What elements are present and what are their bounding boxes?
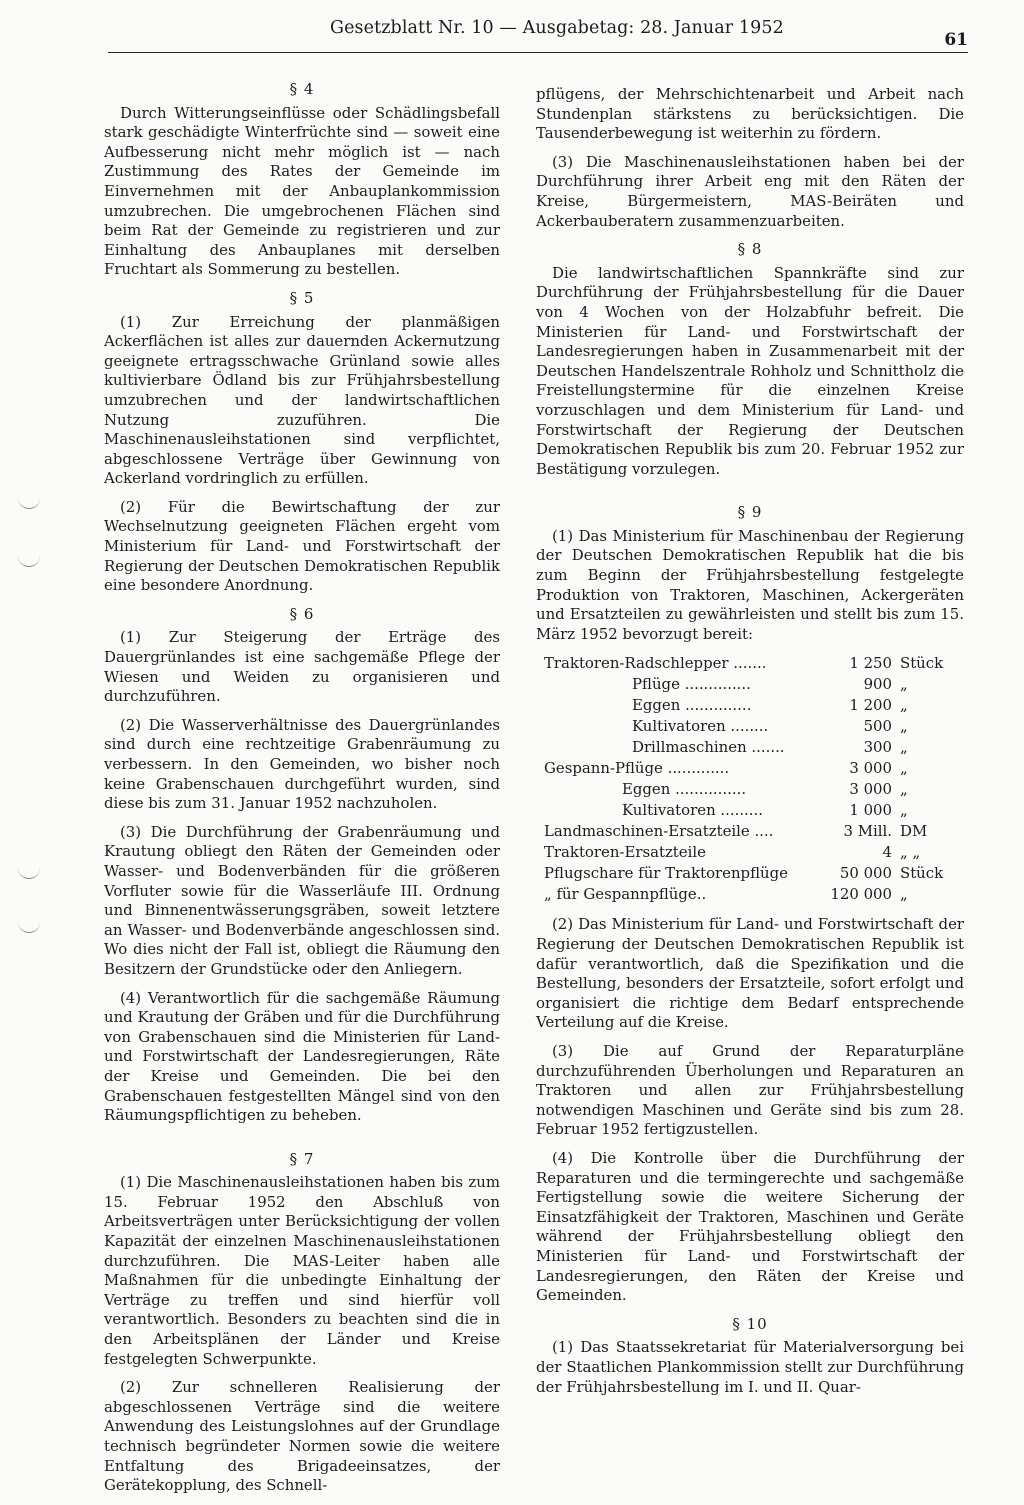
equipment-name: Drillmaschinen .......	[632, 738, 785, 757]
section-heading: § 9	[737, 503, 763, 522]
equipment-name: Traktoren-Ersatzteile	[544, 843, 706, 862]
paragraph: pflügens, der Mehrschichtenarbeit und Arbeit nach Stundenplan stärkstens zu berücksichtigen. Die Tausenderbewegung ist weiterhin zu fördern.	[536, 85, 964, 143]
paragraph: Die landwirtschaftlichen Spannkräfte sind zur Durchführung der Frühjahrsbestellung für die Dauer von 4 Wochen von der Holzabfuhr befreit. Die Ministerien für Land- und Forstwirtschaft der Landesregierungen haben in Zusammenarbeit mit der Deutschen Handelszentrale Rohholz und Schnittholz die Freistellungstermine für die einzelnen Kreise vorzuschlagen und dem Ministerium für Land- und Forstwirtschaft der Regierung der Deutschen Demokratischen Republik bis zum 20. Februar 1952 zur Bestätigung vorzulegen.	[536, 263, 964, 478]
equipment-quantity: 50 000	[839, 864, 892, 883]
equipment-row	[544, 779, 964, 800]
paragraph: (2) Die Wasserverhältnisse des Dauergrünlandes sind durch eine rechtzeitige Grabenräumung zu verbessern. In den Gemeinden, wo bisher noch keine Grabenschauen durchgeführt wurden, sind diese bis zum 31. Januar 1952 nachzuholen.	[104, 715, 500, 813]
equipment-row	[544, 653, 964, 674]
paragraph: (3) Die auf Grund der Reparaturpläne durchzuführenden Überholungen und Reparaturen an Traktoren und allen zur Frühjahrsbestellung notwendigen Maschinen und Geräte sind bis zum 28. Februar 1952 fertigzustellen.	[536, 1042, 964, 1139]
equipment-row	[544, 737, 964, 758]
section-heading: § 4	[289, 80, 315, 98]
equipment-quantity: 300	[863, 738, 892, 757]
paragraph: (3) Die Durchführung der Grabenräumung und Krautung obliegt den Räten der Gemeinden oder Wasser- und Bodenverbänden für die größeren Vorfluter sowie für die Wasserläufe III. Ordnung und Binnenentwässerungsgräben, soweit letztere an Wasser- und Bodenverbände angeschlossen sind. Wo dies nicht der Fall ist, obliegt die Räumung den Besitzern der Grundstücke oder den Anliegern.	[104, 822, 500, 978]
equipment-name: Gespann-Pflüge .............	[544, 759, 730, 778]
paragraph: (2) Für die Bewirtschaftung der zur Wechselnutzung geeigneten Flächen ergeht vom Ministerium für Land- und Forstwirtschaft der Regierung der Deutschen Demokratischen Republik eine besondere Anordnung.	[104, 497, 500, 595]
paragraph: (1) Die Maschinenausleihstationen haben bis zum 15. Februar 1952 den Abschluß von Arbeitsverträgen unter Berücksichtigung der vollen Kapazität der einzelnen Maschinenausleihstationen durchzuführen. Die MAS-Leiter haben alle Maßnahmen für die unbedingte Einhaltung der Verträge zu treffen und sind hierfür voll verantwortlich. Besonders zu beachten sind die in den Arbeitsplänen der Länder und Kreise festgelegten Schwerpunkte.	[104, 1173, 500, 1368]
equipment-unit: „	[900, 675, 908, 694]
equipment-name: „ für Gespannpflüge..	[544, 885, 707, 904]
equipment-quantity: 1 250	[849, 654, 892, 673]
margin-mark	[18, 868, 40, 879]
equipment-quantity: 3 000	[849, 780, 892, 799]
equipment-quantity: 500	[863, 717, 892, 736]
equipment-row	[544, 695, 964, 716]
equipment-quantity: 3 000	[849, 759, 892, 778]
paragraph: (2) Zur schnelleren Realisierung der abgeschlossenen Verträge sind die weitere Anwendung des Leistungslohnes auf der Grundlage technisch begründeter Normen sowie die weitere Entfaltung des Brigadeeinsatzes, der Gerätekopplung, des Schnell-	[104, 1378, 500, 1495]
equipment-row	[544, 674, 964, 695]
header-title: Gesetzblatt Nr. 10 — Ausgabetag: 28. Januar 1952	[330, 18, 784, 38]
equipment-unit: „	[900, 780, 908, 799]
equipment-name: Eggen ...............	[622, 780, 747, 799]
margin-mark	[18, 498, 40, 509]
equipment-unit: „	[900, 801, 908, 820]
paragraph: (1) Das Staatssekretariat für Materialversorgung bei der Staatlichen Plankommission stellt zur Durchführung der Frühjahrsbestellung im I. und II. Quar-	[536, 1338, 964, 1396]
equipment-quantity: 3 Mill.	[843, 822, 892, 841]
equipment-name: Kultivatoren .........	[622, 801, 763, 820]
equipment-quantity: 1 000	[849, 801, 892, 820]
left-column	[104, 74, 500, 1505]
equipment-list	[544, 653, 964, 905]
paragraph: (4) Die Kontrolle über die Durchführung der Reparaturen und die termingerechte und sachgemäße Fertigstellung sowie die weitere Sicherung der Einsatzfähigkeit der Traktoren, Maschinen und Geräte während der Frühjahrsbestellung obliegt den Ministerien für Land- und Forstwirtschaft der Landesregierungen, den Räten der Kreise und Gemeinden.	[536, 1148, 964, 1305]
section-heading: § 5	[289, 288, 315, 307]
paragraph: (1) Zur Steigerung der Erträge des Dauergrünlandes ist eine sachgemäße Pflege der Wiesen und Weiden zu organisieren und durchzuführen.	[104, 628, 500, 706]
margin-mark	[18, 922, 40, 933]
equipment-unit: „	[900, 717, 908, 736]
section-heading: § 10	[732, 1314, 768, 1333]
equipment-row	[544, 758, 964, 779]
equipment-name: Pflüge ..............	[632, 675, 751, 694]
equipment-row	[544, 800, 964, 821]
margin-mark	[18, 556, 40, 567]
equipment-unit: Stück	[900, 864, 944, 883]
equipment-unit: Stück	[900, 654, 944, 673]
page-number: 61	[944, 30, 968, 50]
right-column	[536, 85, 964, 1406]
equipment-quantity: 900	[863, 675, 892, 694]
equipment-row	[544, 842, 964, 863]
paragraph: (1) Zur Erreichung der planmäßigen Ackerflächen ist alles zur dauernden Ackernutzung geeignete ertragsschwache Grünland sowie alles kultivierbare Ödland bis zur Frühjahrsbestellung umzubrechen und der landwirtschaftlichen Nutzung zuzuführen. Die Maschinenausleihstationen sind verpflichtet, abgeschlossene Verträge über Gewinnung von Ackerland vordringlich zu erfüllen.	[104, 312, 500, 488]
equipment-name: Pflugschare für Traktorenpflüge	[544, 864, 788, 883]
equipment-quantity: 4	[882, 843, 892, 862]
equipment-unit: „	[900, 759, 908, 778]
paragraph: (2) Das Ministerium für Land- und Forstwirtschaft der Regierung der Deutschen Demokratischen Republik ist dafür verantwortlich, daß die Spezifikation und die Bestellung, besonders der Ersatzteile, sofort erfolgt und organisiert die richtige dem Bedarf entsprechende Verteilung auf die Kreise.	[536, 915, 964, 1032]
equipment-quantity: 1 200	[849, 696, 892, 715]
section-heading: § 8	[737, 240, 763, 259]
paragraph: (4) Verantwortlich für die sachgemäße Räumung und Krautung der Gräben und für die Durchführung von Grabenschauen sind die Ministerien für Land- und Forstwirtschaft der Landesregierungen, Räte der Kreise und Gemeinden. Die bei den Grabenschauen festgestellten Mängel sind von den Räumungspflichtigen zu beheben.	[104, 988, 500, 1125]
equipment-row	[544, 716, 964, 737]
paragraph: Durch Witterungseinflüsse oder Schädlingsbefall stark geschädigte Winterfrüchte sind — soweit eine Aufbesserung nicht mehr möglich ist — nach Zustimmung des Rates der Gemeinde im Einvernehmen mit der Anbauplankommission umzubrechen. Die umgebrochenen Flächen sind beim Rat der Gemeinde zu registrieren und zur Einhaltung des Anbauplanes mit derselben Fruchtart als Sommerung zu bestellen.	[104, 103, 500, 279]
equipment-quantity: 120 000	[830, 885, 892, 904]
section-heading: § 6	[289, 604, 315, 623]
paragraph: (3) Die Maschinenausleihstationen haben bei der Durchführung ihrer Arbeit eng mit den Räten der Kreise, Bürgermeistern, MAS-Beiräten und Ackerbauberatern zusammenzuarbeiten.	[536, 152, 964, 230]
paragraph: (1) Das Ministerium für Maschinenbau der Regierung der Deutschen Demokratischen Republik hat die bis zum Beginn der Frühjahrsbestellung festgelegte Produktion von Traktoren, Maschinen, Ackergeräten und Ersatzteilen zu gewährleisten und stellt bis zum 15. März 1952 bevorzugt bereit:	[536, 526, 964, 643]
equipment-name: Traktoren-Radschlepper .......	[544, 654, 767, 673]
equipment-unit: DM	[900, 822, 928, 841]
equipment-unit: „	[900, 738, 908, 757]
equipment-name: Landmaschinen-Ersatzteile ....	[544, 822, 774, 841]
equipment-row	[544, 884, 964, 905]
equipment-name: Kultivatoren ........	[632, 717, 769, 736]
equipment-row	[544, 821, 964, 842]
equipment-row	[544, 863, 964, 884]
page-header	[108, 18, 968, 53]
equipment-unit: „	[900, 696, 908, 715]
equipment-name: Eggen ..............	[632, 696, 752, 715]
equipment-unit: „ „	[900, 843, 921, 862]
section-heading: § 7	[289, 1149, 315, 1168]
equipment-unit: „	[900, 885, 908, 904]
